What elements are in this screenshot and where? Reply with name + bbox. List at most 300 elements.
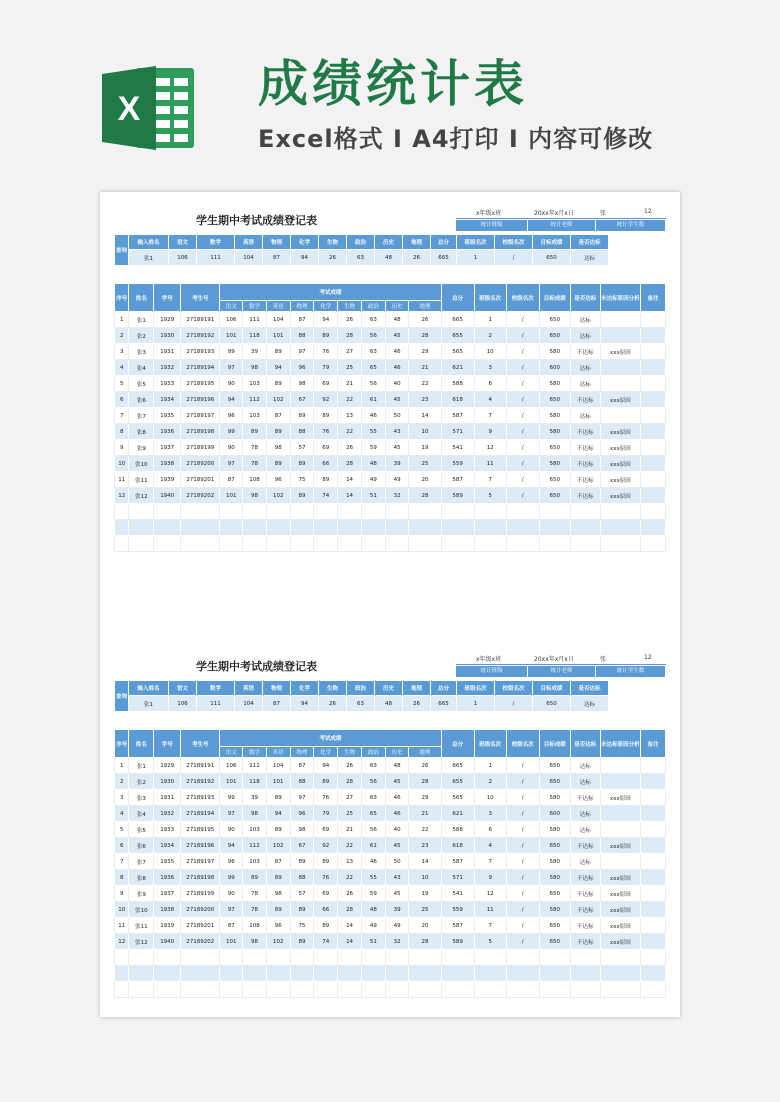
grade-cell[interactable]: 65: [361, 806, 385, 822]
grade-cell[interactable]: 69: [314, 440, 338, 456]
grade-cell[interactable]: 600: [539, 806, 570, 822]
grade-cell[interactable]: 9: [115, 886, 129, 902]
grade-cell[interactable]: 74: [314, 934, 338, 950]
grade-cell[interactable]: 26: [338, 758, 362, 774]
grade-cell[interactable]: 1930: [154, 328, 181, 344]
grade-cell[interactable]: 51: [361, 488, 385, 504]
grade-cell[interactable]: 89: [290, 854, 314, 870]
grade-cell[interactable]: 26: [409, 312, 441, 328]
grade-cell[interactable]: [641, 408, 666, 424]
empty-cell[interactable]: [181, 982, 220, 998]
empty-cell[interactable]: [181, 520, 220, 536]
grade-cell[interactable]: 25: [338, 806, 362, 822]
grade-cell[interactable]: 89: [314, 774, 338, 790]
grade-cell[interactable]: 不达标: [570, 790, 600, 806]
grade-cell[interactable]: 89: [314, 854, 338, 870]
grade-cell[interactable]: xxx原因: [600, 902, 640, 918]
grade-cell[interactable]: xxx原因: [600, 886, 640, 902]
grade-cell[interactable]: xxx原因: [600, 472, 640, 488]
empty-cell[interactable]: [220, 950, 243, 966]
grade-cell[interactable]: [600, 822, 640, 838]
grade-cell[interactable]: 7: [474, 472, 506, 488]
grade-cell[interactable]: xxx原因: [600, 918, 640, 934]
grade-cell[interactable]: 580: [539, 344, 570, 360]
grade-cell[interactable]: 27189191: [181, 312, 220, 328]
grade-cell[interactable]: 28: [409, 774, 441, 790]
grade-cell[interactable]: 张1: [129, 758, 154, 774]
empty-cell[interactable]: [474, 536, 506, 552]
grade-cell[interactable]: [641, 328, 666, 344]
grade-cell[interactable]: 89: [314, 472, 338, 488]
grade-cell[interactable]: [600, 774, 640, 790]
empty-cell[interactable]: [338, 966, 362, 982]
grade-cell[interactable]: 22: [338, 392, 362, 408]
grade-cell[interactable]: 不达标: [570, 456, 600, 472]
empty-cell[interactable]: [409, 504, 441, 520]
grade-cell[interactable]: [600, 360, 640, 376]
grade-cell[interactable]: 1: [474, 312, 506, 328]
grade-cell[interactable]: 96: [290, 360, 314, 376]
grade-cell[interactable]: 96: [266, 918, 290, 934]
grade-cell[interactable]: 27189201: [181, 472, 220, 488]
grade-cell[interactable]: 88: [290, 774, 314, 790]
grade-cell[interactable]: 26: [338, 886, 362, 902]
grade-cell[interactable]: 665: [441, 758, 474, 774]
grade-cell[interactable]: 103: [243, 854, 267, 870]
grade-cell[interactable]: 118: [243, 774, 267, 790]
grade-cell[interactable]: 7: [115, 854, 129, 870]
grade-cell[interactable]: 56: [361, 328, 385, 344]
grade-cell[interactable]: [641, 790, 666, 806]
grade-cell[interactable]: 587: [441, 408, 474, 424]
empty-cell[interactable]: [441, 520, 474, 536]
grade-cell[interactable]: 29: [409, 344, 441, 360]
empty-cell[interactable]: [539, 536, 570, 552]
grade-cell[interactable]: 11: [474, 902, 506, 918]
empty-cell[interactable]: [539, 504, 570, 520]
grade-cell[interactable]: xxx原因: [600, 488, 640, 504]
grade-cell[interactable]: 48: [385, 312, 409, 328]
empty-cell[interactable]: [641, 950, 666, 966]
grade-cell[interactable]: [641, 838, 666, 854]
empty-cell[interactable]: [338, 982, 362, 998]
grade-cell[interactable]: 650: [539, 838, 570, 854]
empty-cell[interactable]: [115, 966, 129, 982]
grade-cell[interactable]: 587: [441, 854, 474, 870]
grade-cell[interactable]: 25: [409, 902, 441, 918]
grade-cell[interactable]: 22: [409, 376, 441, 392]
grade-cell[interactable]: xxx原因: [600, 344, 640, 360]
grade-cell[interactable]: 112: [243, 392, 267, 408]
grade-cell[interactable]: 张7: [129, 854, 154, 870]
grade-cell[interactable]: 达标: [570, 328, 600, 344]
empty-cell[interactable]: [115, 982, 129, 998]
empty-cell[interactable]: [243, 536, 267, 552]
empty-cell[interactable]: [243, 982, 267, 998]
grade-cell[interactable]: 张5: [129, 376, 154, 392]
grade-cell[interactable]: 不达标: [570, 838, 600, 854]
grade-cell[interactable]: [641, 472, 666, 488]
empty-cell[interactable]: [600, 966, 640, 982]
grade-cell[interactable]: 27189191: [181, 758, 220, 774]
grade-cell[interactable]: [641, 344, 666, 360]
grade-cell[interactable]: 4: [115, 806, 129, 822]
grade-cell[interactable]: 张10: [129, 902, 154, 918]
grade-cell[interactable]: 14: [338, 488, 362, 504]
empty-cell[interactable]: [506, 982, 539, 998]
grade-cell[interactable]: 不达标: [570, 472, 600, 488]
grade-cell[interactable]: 45: [385, 392, 409, 408]
grade-cell[interactable]: 111: [243, 758, 267, 774]
grade-cell[interactable]: 580: [539, 456, 570, 472]
grade-cell[interactable]: /: [506, 838, 539, 854]
grade-cell[interactable]: 106: [220, 312, 243, 328]
grade-cell[interactable]: 6: [474, 822, 506, 838]
grade-cell[interactable]: 57: [290, 886, 314, 902]
grade-cell[interactable]: 达标: [570, 854, 600, 870]
grade-cell[interactable]: 99: [220, 790, 243, 806]
grade-cell[interactable]: 不达标: [570, 918, 600, 934]
grade-cell[interactable]: /: [506, 408, 539, 424]
grade-cell[interactable]: 13: [338, 408, 362, 424]
empty-cell[interactable]: [409, 982, 441, 998]
empty-cell[interactable]: [570, 966, 600, 982]
grade-cell[interactable]: /: [506, 854, 539, 870]
grade-cell[interactable]: 25: [409, 456, 441, 472]
grade-cell[interactable]: 22: [338, 838, 362, 854]
grade-cell[interactable]: 97: [220, 456, 243, 472]
grade-cell[interactable]: 45: [385, 774, 409, 790]
grade-cell[interactable]: 张8: [129, 870, 154, 886]
grade-cell[interactable]: 43: [385, 424, 409, 440]
grade-cell[interactable]: /: [506, 328, 539, 344]
grade-cell[interactable]: 1932: [154, 360, 181, 376]
grade-cell[interactable]: 张4: [129, 806, 154, 822]
grade-cell[interactable]: [641, 806, 666, 822]
grade-cell[interactable]: 27189199: [181, 886, 220, 902]
empty-cell[interactable]: [506, 966, 539, 982]
grade-cell[interactable]: 101: [220, 488, 243, 504]
grade-cell[interactable]: 3: [474, 806, 506, 822]
grade-cell[interactable]: 27: [338, 790, 362, 806]
grade-cell[interactable]: [641, 758, 666, 774]
grade-cell[interactable]: 28: [338, 774, 362, 790]
grade-cell[interactable]: /: [506, 822, 539, 838]
grade-cell[interactable]: [641, 312, 666, 328]
empty-cell[interactable]: [115, 504, 129, 520]
grade-cell[interactable]: 13: [338, 854, 362, 870]
grade-cell[interactable]: 103: [243, 408, 267, 424]
grade-cell[interactable]: [641, 440, 666, 456]
empty-cell[interactable]: [314, 504, 338, 520]
grade-cell[interactable]: 27189200: [181, 902, 220, 918]
grade-cell[interactable]: [600, 758, 640, 774]
grade-cell[interactable]: 4: [474, 392, 506, 408]
grade-cell[interactable]: /: [506, 774, 539, 790]
grade-cell[interactable]: 19: [409, 440, 441, 456]
grade-cell[interactable]: 46: [385, 360, 409, 376]
grade-cell[interactable]: 21: [338, 822, 362, 838]
grade-cell[interactable]: 655: [441, 328, 474, 344]
grade-cell[interactable]: 89: [314, 918, 338, 934]
grade-cell[interactable]: 63: [361, 312, 385, 328]
grade-cell[interactable]: 96: [266, 472, 290, 488]
grade-cell[interactable]: 张7: [129, 408, 154, 424]
grade-cell[interactable]: 69: [314, 376, 338, 392]
empty-cell[interactable]: [441, 536, 474, 552]
grade-cell[interactable]: 103: [243, 376, 267, 392]
grade-cell[interactable]: 98: [290, 376, 314, 392]
empty-cell[interactable]: [441, 950, 474, 966]
grade-cell[interactable]: 27189193: [181, 790, 220, 806]
grade-cell[interactable]: 张12: [129, 488, 154, 504]
grade-cell[interactable]: 20: [409, 472, 441, 488]
grade-cell[interactable]: 55: [361, 424, 385, 440]
empty-cell[interactable]: [314, 966, 338, 982]
empty-cell[interactable]: [361, 536, 385, 552]
grade-cell[interactable]: 112: [243, 838, 267, 854]
grade-cell[interactable]: 103: [243, 822, 267, 838]
grade-cell[interactable]: 48: [385, 758, 409, 774]
grade-cell[interactable]: 不达标: [570, 392, 600, 408]
grade-cell[interactable]: 89: [243, 870, 267, 886]
grade-cell[interactable]: 48: [361, 456, 385, 472]
grade-cell[interactable]: 98: [243, 360, 267, 376]
empty-cell[interactable]: [474, 950, 506, 966]
empty-cell[interactable]: [154, 536, 181, 552]
grade-cell[interactable]: [641, 360, 666, 376]
grade-cell[interactable]: 1930: [154, 774, 181, 790]
grade-cell[interactable]: 8: [115, 870, 129, 886]
query-name-input[interactable]: 张1: [129, 696, 169, 712]
empty-cell[interactable]: [266, 504, 290, 520]
grade-cell[interactable]: /: [506, 918, 539, 934]
grade-cell[interactable]: 43: [385, 870, 409, 886]
grade-cell[interactable]: 6: [474, 376, 506, 392]
grade-cell[interactable]: 101: [266, 328, 290, 344]
grade-cell[interactable]: 46: [385, 344, 409, 360]
grade-cell[interactable]: xxx原因: [600, 790, 640, 806]
grade-cell[interactable]: 78: [243, 456, 267, 472]
grade-cell[interactable]: 1936: [154, 424, 181, 440]
empty-cell[interactable]: [570, 950, 600, 966]
grade-cell[interactable]: 580: [539, 408, 570, 424]
grade-cell[interactable]: 27189201: [181, 918, 220, 934]
grade-cell[interactable]: 1937: [154, 886, 181, 902]
grade-cell[interactable]: 27189194: [181, 806, 220, 822]
grade-cell[interactable]: 1934: [154, 838, 181, 854]
grade-cell[interactable]: 1929: [154, 758, 181, 774]
grade-cell[interactable]: 12: [474, 440, 506, 456]
grade-cell[interactable]: 571: [441, 424, 474, 440]
grade-cell[interactable]: /: [506, 472, 539, 488]
grade-cell[interactable]: 1933: [154, 376, 181, 392]
grade-cell[interactable]: /: [506, 934, 539, 950]
grade-cell[interactable]: 27189192: [181, 328, 220, 344]
grade-cell[interactable]: 94: [314, 758, 338, 774]
grade-cell[interactable]: 99: [220, 344, 243, 360]
grade-cell[interactable]: 57: [290, 440, 314, 456]
grade-cell[interactable]: 565: [441, 790, 474, 806]
query-name-input[interactable]: 张1: [129, 250, 169, 266]
grade-cell[interactable]: 97: [290, 790, 314, 806]
grade-cell[interactable]: 96: [220, 408, 243, 424]
empty-cell[interactable]: [338, 520, 362, 536]
grade-cell[interactable]: 27189198: [181, 870, 220, 886]
empty-cell[interactable]: [290, 950, 314, 966]
grade-cell[interactable]: 5: [115, 376, 129, 392]
grade-cell[interactable]: 75: [290, 472, 314, 488]
grade-cell[interactable]: 650: [539, 758, 570, 774]
grade-cell[interactable]: 不达标: [570, 344, 600, 360]
grade-cell[interactable]: /: [506, 488, 539, 504]
grade-cell[interactable]: 98: [243, 488, 267, 504]
grade-cell[interactable]: 97: [220, 360, 243, 376]
grade-cell[interactable]: 27: [338, 344, 362, 360]
grade-cell[interactable]: 达标: [570, 360, 600, 376]
grade-cell[interactable]: 2: [115, 774, 129, 790]
empty-cell[interactable]: [570, 504, 600, 520]
grade-cell[interactable]: 87: [220, 472, 243, 488]
empty-cell[interactable]: [266, 520, 290, 536]
grade-cell[interactable]: 74: [314, 488, 338, 504]
grade-cell[interactable]: 587: [441, 472, 474, 488]
grade-cell[interactable]: 7: [115, 408, 129, 424]
grade-cell[interactable]: 1935: [154, 854, 181, 870]
grade-cell[interactable]: 27189194: [181, 360, 220, 376]
grade-cell[interactable]: 1935: [154, 408, 181, 424]
grade-cell[interactable]: [600, 854, 640, 870]
empty-cell[interactable]: [266, 982, 290, 998]
grade-cell[interactable]: 32: [385, 488, 409, 504]
empty-cell[interactable]: [338, 536, 362, 552]
grade-cell[interactable]: 650: [539, 328, 570, 344]
grade-cell[interactable]: /: [506, 790, 539, 806]
grade-cell[interactable]: 571: [441, 870, 474, 886]
grade-cell[interactable]: xxx原因: [600, 456, 640, 472]
grade-cell[interactable]: 78: [243, 886, 267, 902]
empty-cell[interactable]: [154, 504, 181, 520]
empty-cell[interactable]: [129, 950, 154, 966]
grade-cell[interactable]: 89: [290, 934, 314, 950]
grade-cell[interactable]: 46: [361, 408, 385, 424]
grade-cell[interactable]: 89: [266, 344, 290, 360]
grade-cell[interactable]: 25: [338, 360, 362, 376]
empty-cell[interactable]: [385, 536, 409, 552]
grade-cell[interactable]: [600, 312, 640, 328]
grade-cell[interactable]: 45: [385, 838, 409, 854]
grade-cell[interactable]: 565: [441, 344, 474, 360]
grade-cell[interactable]: 66: [314, 902, 338, 918]
grade-cell[interactable]: 45: [385, 886, 409, 902]
grade-cell[interactable]: 不达标: [570, 488, 600, 504]
grade-cell[interactable]: 98: [266, 886, 290, 902]
grade-cell[interactable]: 张5: [129, 822, 154, 838]
empty-cell[interactable]: [474, 504, 506, 520]
grade-cell[interactable]: 650: [539, 886, 570, 902]
grade-cell[interactable]: [641, 854, 666, 870]
grade-cell[interactable]: /: [506, 886, 539, 902]
grade-cell[interactable]: 88: [290, 870, 314, 886]
grade-cell[interactable]: 56: [361, 822, 385, 838]
grade-cell[interactable]: 39: [385, 902, 409, 918]
grade-cell[interactable]: 89: [290, 488, 314, 504]
empty-cell[interactable]: [409, 950, 441, 966]
grade-cell[interactable]: 650: [539, 488, 570, 504]
grade-cell[interactable]: 90: [220, 822, 243, 838]
grade-cell[interactable]: 22: [338, 424, 362, 440]
grade-cell[interactable]: 11: [115, 918, 129, 934]
grade-cell[interactable]: 26: [338, 312, 362, 328]
grade-cell[interactable]: 10: [409, 424, 441, 440]
grade-cell[interactable]: 655: [441, 774, 474, 790]
grade-cell[interactable]: 10: [409, 870, 441, 886]
grade-cell[interactable]: 达标: [570, 822, 600, 838]
grade-cell[interactable]: [641, 456, 666, 472]
grade-cell[interactable]: 87: [266, 408, 290, 424]
grade-cell[interactable]: 650: [539, 774, 570, 790]
grade-cell[interactable]: xxx原因: [600, 870, 640, 886]
grade-cell[interactable]: 4: [474, 838, 506, 854]
grade-cell[interactable]: 98: [243, 934, 267, 950]
grade-cell[interactable]: 27189192: [181, 774, 220, 790]
grade-cell[interactable]: 89: [266, 870, 290, 886]
grade-cell[interactable]: 1934: [154, 392, 181, 408]
empty-cell[interactable]: [243, 966, 267, 982]
grade-cell[interactable]: 88: [290, 328, 314, 344]
grade-cell[interactable]: 98: [266, 440, 290, 456]
empty-cell[interactable]: [361, 982, 385, 998]
grade-cell[interactable]: 12: [474, 886, 506, 902]
grade-cell[interactable]: 49: [361, 918, 385, 934]
empty-cell[interactable]: [409, 536, 441, 552]
grade-cell[interactable]: 张3: [129, 790, 154, 806]
grade-cell[interactable]: 14: [338, 472, 362, 488]
empty-cell[interactable]: [220, 536, 243, 552]
grade-cell[interactable]: 69: [314, 886, 338, 902]
grade-cell[interactable]: 1940: [154, 488, 181, 504]
grade-cell[interactable]: 559: [441, 902, 474, 918]
empty-cell[interactable]: [338, 950, 362, 966]
empty-cell[interactable]: [361, 966, 385, 982]
grade-cell[interactable]: 达标: [570, 758, 600, 774]
grade-cell[interactable]: 67: [290, 392, 314, 408]
empty-cell[interactable]: [154, 950, 181, 966]
empty-cell[interactable]: [570, 982, 600, 998]
empty-cell[interactable]: [129, 504, 154, 520]
grade-cell[interactable]: 111: [243, 312, 267, 328]
grade-cell[interactable]: 27189198: [181, 424, 220, 440]
grade-cell[interactable]: 96: [290, 806, 314, 822]
empty-cell[interactable]: [290, 520, 314, 536]
grade-cell[interactable]: 67: [290, 838, 314, 854]
grade-cell[interactable]: 23: [409, 392, 441, 408]
grade-cell[interactable]: 张11: [129, 472, 154, 488]
empty-cell[interactable]: [181, 536, 220, 552]
empty-cell[interactable]: [314, 520, 338, 536]
grade-cell[interactable]: 张12: [129, 934, 154, 950]
grade-cell[interactable]: 达标: [570, 376, 600, 392]
grade-cell[interactable]: 102: [266, 392, 290, 408]
grade-cell[interactable]: 27189196: [181, 392, 220, 408]
grade-cell[interactable]: 48: [361, 902, 385, 918]
empty-cell[interactable]: [539, 966, 570, 982]
empty-cell[interactable]: [314, 982, 338, 998]
empty-cell[interactable]: [290, 982, 314, 998]
empty-cell[interactable]: [129, 520, 154, 536]
grade-cell[interactable]: 27189202: [181, 934, 220, 950]
grade-cell[interactable]: 88: [290, 424, 314, 440]
